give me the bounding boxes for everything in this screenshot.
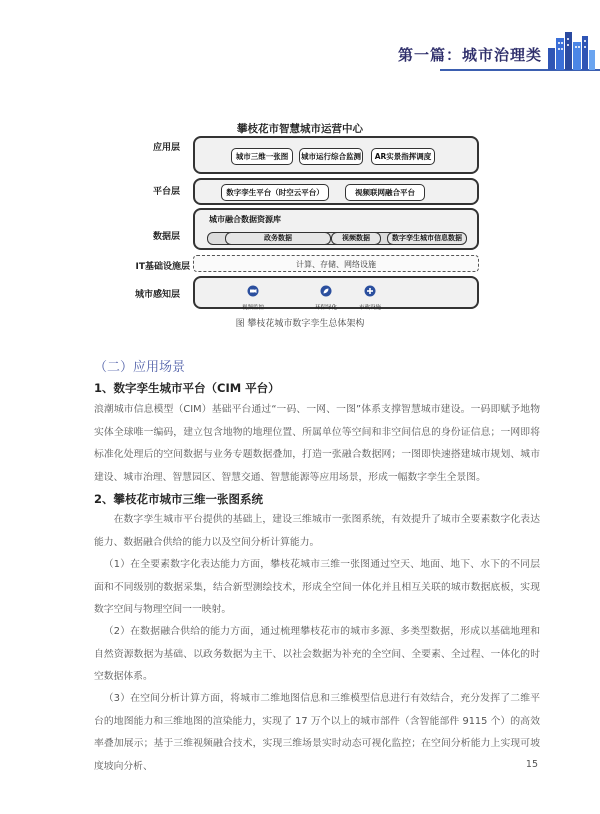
- layer-label-it: IT基础设施层: [135, 262, 190, 272]
- it-layer-text: 计算、存储、网络设施: [296, 260, 376, 269]
- data-item-video: 视频数据: [331, 232, 381, 245]
- layer-label-sensing: 城市感知层: [134, 290, 180, 300]
- sensing-label-municipal: 市政设施: [358, 305, 381, 311]
- sensing-item-env: [301, 282, 351, 311]
- paragraph-3d-intro: 在数字孪生城市平台提供的基础上，建设三维城市一张图系统，有效提升了城市全要素数字化表达能力、数据融合供给的能力以及空间分析计算能力。: [94, 514, 540, 548]
- section-heading: （二）应用场景: [94, 360, 186, 375]
- sensing-label-env: 环保绿化: [314, 305, 337, 311]
- page-number: 15: [525, 759, 538, 770]
- data-layer-title: 城市融合数据资源库: [209, 215, 281, 224]
- chapter-title: 第一篇：城市治理类: [397, 46, 542, 64]
- paragraph-3d-point-3: （3）在空间分析计算方面，将城市二维地图信息和三维模型信息进行有效结合，充分发挥了二维平台的地图能力和三维地图的渲染能力，实现了 17 万个以上的城市部件（含智能部件 9115 个）的高效率叠加展示；基于三维视频融合技术，实现三维场景实时动态可视化监控；在空间分析能力上实现可坡度坡向分析、: [94, 693, 540, 772]
- municipal-facility-icon: [364, 285, 376, 297]
- figure-title: 攀枝花市智慧城市运营中心: [237, 123, 363, 135]
- paragraph-cim: 浪潮城市信息模型（CIM）基础平台通过“一码、一网、一图”体系支撑智慧城市建设。一码即赋予地物实体全球唯一编码，建立包含地物的地理位置、所属单位等空间和非空间信息的身份证信息；一网即将标准化处理后的空间数据与业务专题数据叠加，打造一张融合数据网；一图即快速搭建城市规划、城市建设、城市治理、智慧园区、智慧交通、智慧能源等应用场景，形成一幅数字孪生全景图。: [94, 404, 540, 483]
- app-item-3d-map: 城市三维一张图: [231, 148, 293, 165]
- it-layer-box: [193, 255, 479, 272]
- platform-item-digital-twin: 数字孪生平台（时空云平台）: [221, 184, 329, 201]
- sensing-item-municipal: [345, 282, 395, 311]
- paragraph-3d-point-2: （2）在数据融合供给的能力方面，通过梳理攀枝花市的城市多源、多类型数据，形成以基础地理和自然资源数据为基础、以政务数据为主干、以社会数据为补充的全空间、全要素、全过程、一体化的时空数据体系。: [94, 626, 540, 682]
- sensing-item-video: [228, 282, 278, 311]
- camera-icon: [247, 285, 259, 297]
- paragraph-3d-point-1: （1）在全要素数字化表达能力方面，攀枝花城市三维一张图通过空天、地面、地下、水下的不同层面和不同级别的数据采集，结合新型测绘技术，形成全空间一体化并且相互关联的城市数据底板，实现数字空间与物理空间一一映射。: [94, 559, 540, 615]
- data-item-twin: 数字孪生城市信息数据: [387, 232, 467, 245]
- app-item-ar-dispatch: AR实景指挥调度: [371, 148, 435, 165]
- app-item-monitoring: 城市运行综合监测: [299, 148, 363, 165]
- leaf-icon: [320, 285, 332, 297]
- layer-label-application: 应用层: [152, 143, 180, 153]
- figure-caption: 图 攀枝花城市数字孪生总体架构: [235, 319, 365, 329]
- subsection-heading-cim: 1、数字孪生城市平台（CIM 平台）: [94, 381, 280, 395]
- subsection-heading-3d-map: 2、攀枝花市城市三维一张图系统: [94, 492, 263, 506]
- layer-label-platform: 平台层: [152, 187, 180, 197]
- data-layer-box: [193, 208, 479, 250]
- platform-layer-box: [193, 178, 479, 205]
- platform-item-video: 视频联网融合平台: [345, 184, 425, 201]
- sensing-label-video: 视频监控: [241, 305, 264, 311]
- application-layer-box: [193, 136, 479, 174]
- sensing-layer-box: [193, 276, 479, 309]
- layer-label-data: 数据层: [152, 232, 180, 242]
- data-item-gov: 政务数据: [225, 232, 331, 245]
- city-skyline-icon: [546, 28, 596, 70]
